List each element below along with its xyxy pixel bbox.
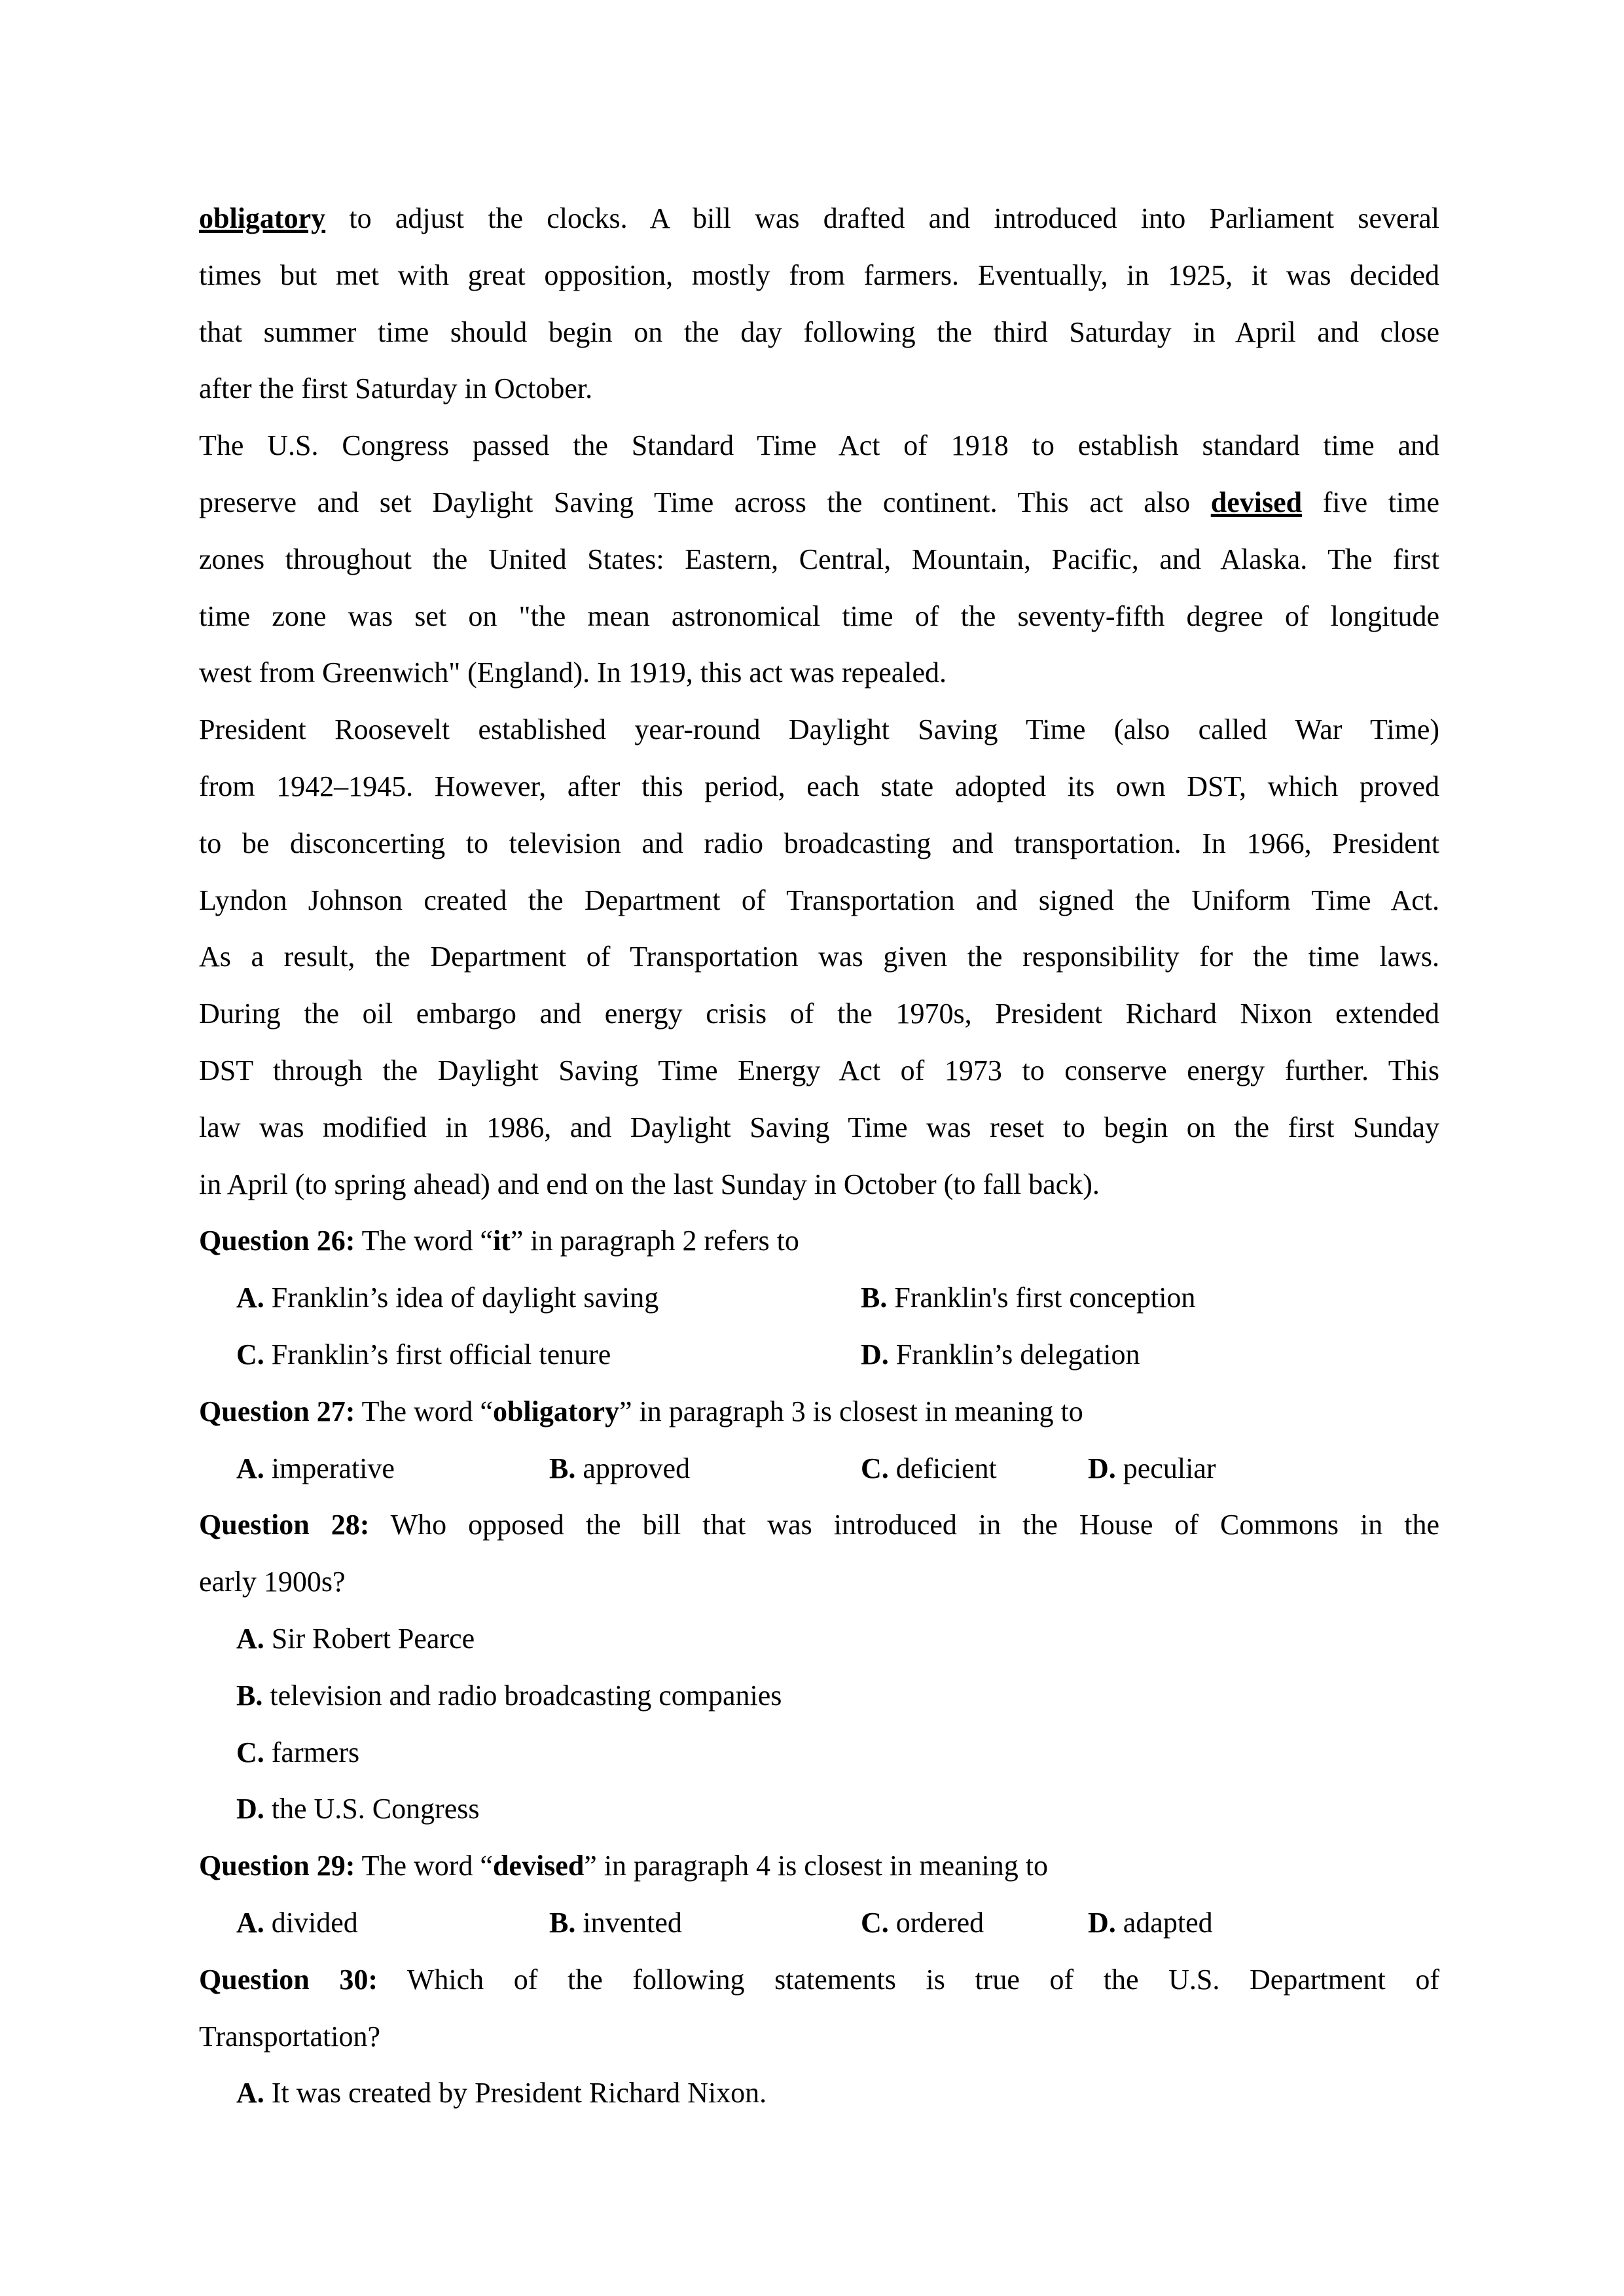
option-b[interactable]: B. Franklin's first conception: [861, 1282, 1196, 1314]
paragraph-line: to be disconcerting to television and radio broadcasting and transportation. In 1966, President: [199, 827, 1439, 859]
paragraph-line: law was modified in 1986, and Daylight Saving Time was reset to begin on the first Sunday: [199, 1111, 1439, 1143]
question-30-cont: Transportation?: [199, 2020, 381, 2053]
paragraph-line: preserve and set Daylight Saving Time across the continent. This act also devised five time: [199, 486, 1439, 518]
option-b[interactable]: B. invented: [549, 1906, 682, 1939]
option-a[interactable]: A. Sir Robert Pearce: [236, 1622, 475, 1655]
option-b[interactable]: B. approved: [549, 1452, 691, 1484]
question-27: Question 27: The word “obligatory” in paragraph 3 is closest in meaning to: [199, 1395, 1083, 1427]
option-c[interactable]: C. ordered: [861, 1906, 984, 1939]
q29-options: [199, 1895, 1439, 1952]
option-d[interactable]: D. the U.S. Congress: [236, 1793, 480, 1825]
option-a[interactable]: A. divided: [236, 1906, 358, 1939]
highlighted-word: obligatory: [199, 202, 326, 234]
option-b[interactable]: B. television and radio broadcasting companies: [236, 1679, 782, 1712]
question-29: Question 29: The word “devised” in paragraph 4 is closest in meaning to: [199, 1850, 1049, 1882]
question-28-cont: early 1900s?: [199, 1566, 346, 1598]
paragraph-line: from 1942–1945. However, after this period, each state adopted its own DST, which proved: [199, 770, 1439, 802]
option-d[interactable]: D. Franklin’s delegation: [861, 1338, 1140, 1371]
option-c[interactable]: C. deficient: [861, 1452, 997, 1484]
option-d[interactable]: D. peculiar: [1088, 1452, 1216, 1484]
paragraph-line: President Roosevelt established year-round Daylight Saving Time (also called War Time): [199, 713, 1439, 746]
paragraph-line: During the oil embargo and energy crisis of the 1970s, President Richard Nixon extended: [199, 997, 1439, 1030]
option-a[interactable]: A. Franklin’s idea of daylight saving: [236, 1282, 659, 1314]
paragraph-line: west from Greenwich" (England). In 1919, this act was repealed.: [199, 656, 947, 689]
paragraph-line: time zone was set on "the mean astronomical time of the seventy-fifth degree of longitude: [199, 600, 1439, 632]
paragraph-line: zones throughout the United States: Eastern, Central, Mountain, Pacific, and Alaska. The first: [199, 543, 1439, 575]
option-d[interactable]: D. adapted: [1088, 1906, 1213, 1939]
q26-options-row2: [199, 1327, 1439, 1384]
document-page: [199, 190, 1439, 2122]
option-c[interactable]: C. Franklin’s first official tenure: [236, 1338, 611, 1371]
paragraph-line: that summer time should begin on the day following the third Saturday in April and close: [199, 315, 1439, 348]
paragraph-line: As a result, the Department of Transportation was given the responsibility for the time laws.: [199, 941, 1439, 973]
paragraph-line: obligatory to adjust the clocks. A bill was drafted and introduced into Parliament several: [199, 202, 1439, 234]
paragraph-line: after the first Saturday in October.: [199, 372, 593, 405]
paragraph-line: in April (to spring ahead) and end on the last Sunday in October (to fall back).: [199, 1168, 1100, 1200]
q26-options-row1: [199, 1270, 1439, 1327]
option-c[interactable]: C. farmers: [236, 1736, 360, 1768]
question-30: Question 30: Which of the following statements is true of the U.S. Department of: [199, 1963, 1439, 1996]
paragraph-line: times but met with great opposition, mostly from farmers. Eventually, in 1925, it was decided: [199, 259, 1439, 291]
paragraph-line: The U.S. Congress passed the Standard Time Act of 1918 to establish standard time and: [199, 429, 1439, 462]
question-28: Question 28: Who opposed the bill that was introduced in the House of Commons in the: [199, 1509, 1439, 1541]
question-26: Question 26: The word “it” in paragraph 2 refers to: [199, 1225, 799, 1257]
option-a[interactable]: A. imperative: [236, 1452, 395, 1484]
option-a[interactable]: A. It was created by President Richard Nixon.: [236, 2077, 767, 2109]
paragraph-line: Lyndon Johnson created the Department of Transportation and signed the Uniform Time Act.: [199, 884, 1439, 916]
q27-options: [199, 1441, 1439, 1498]
highlighted-word: devised: [1210, 486, 1303, 518]
paragraph-line: DST through the Daylight Saving Time Energy Act of 1973 to conserve energy further. This: [199, 1054, 1439, 1086]
